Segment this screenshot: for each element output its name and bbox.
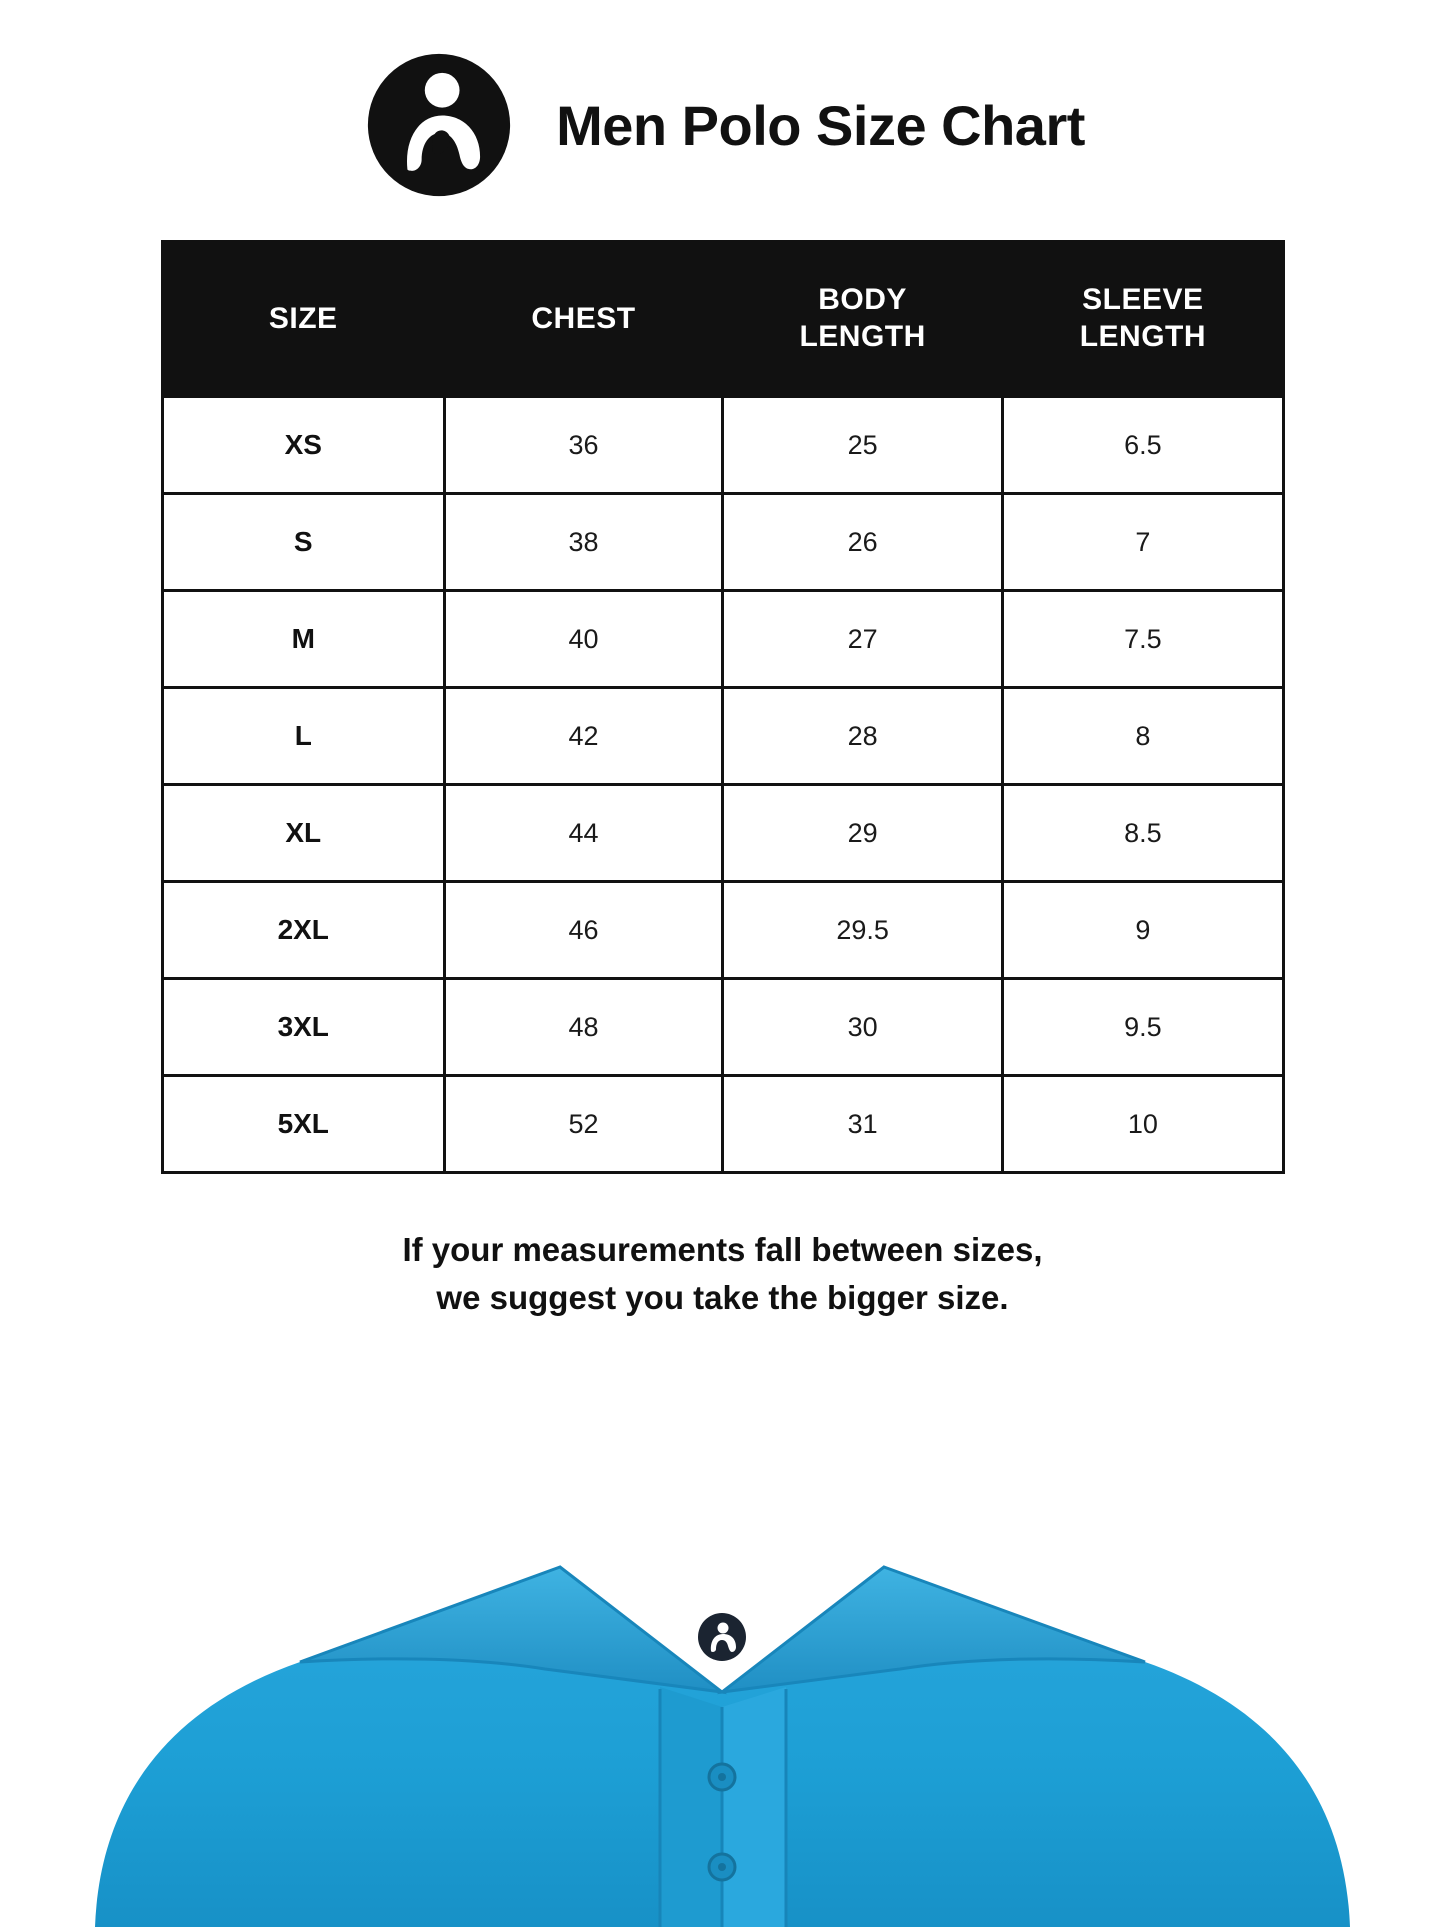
table-row <box>162 688 1283 785</box>
cell-size: M <box>162 591 444 688</box>
cell-body-length: 27 <box>722 591 1002 688</box>
cell-body-length: 28 <box>722 688 1002 785</box>
table-row <box>162 785 1283 882</box>
cell-sleeve-length: 6.5 <box>1003 397 1283 494</box>
cell-sleeve-length: 9.5 <box>1003 979 1283 1076</box>
cell-body-length: 29 <box>722 785 1002 882</box>
mother-and-child-logo-icon <box>360 46 518 204</box>
column-header-sleeve-length-line1: SLEEVE <box>1082 283 1204 317</box>
table-row <box>162 1076 1283 1173</box>
cell-size: XL <box>162 785 444 882</box>
table-row <box>162 979 1283 1076</box>
cell-sleeve-length: 8.5 <box>1003 785 1283 882</box>
sizing-note-line2: we suggest you take the bigger size. <box>436 1278 1009 1316</box>
cell-size: 3XL <box>162 979 444 1076</box>
cell-body-length: 29.5 <box>722 882 1002 979</box>
cell-body-length: 25 <box>722 397 1002 494</box>
cell-body-length: 26 <box>722 494 1002 591</box>
cell-size: 2XL <box>162 882 444 979</box>
cell-chest: 36 <box>444 397 722 494</box>
cell-chest: 52 <box>444 1076 722 1173</box>
page-header <box>0 0 1445 204</box>
cell-chest: 40 <box>444 591 722 688</box>
cell-body-length: 30 <box>722 979 1002 1076</box>
cell-size: S <box>162 494 444 591</box>
cell-size: 5XL <box>162 1076 444 1173</box>
blue-polo-shirt-photo <box>0 1237 1445 1927</box>
column-header-body-length <box>722 242 1002 397</box>
table-row <box>162 494 1283 591</box>
column-header-chest <box>444 242 722 397</box>
size-chart-table <box>161 240 1285 1174</box>
cell-sleeve-length: 7 <box>1003 494 1283 591</box>
column-header-size <box>162 242 444 397</box>
size-chart-table-wrap <box>161 240 1285 1174</box>
cell-sleeve-length: 8 <box>1003 688 1283 785</box>
cell-size: XS <box>162 397 444 494</box>
table-header-row <box>162 242 1283 397</box>
cell-body-length: 31 <box>722 1076 1002 1173</box>
cell-chest: 38 <box>444 494 722 591</box>
cell-chest: 48 <box>444 979 722 1076</box>
cell-sleeve-length: 9 <box>1003 882 1283 979</box>
cell-size: L <box>162 688 444 785</box>
column-header-chest-line1: CHEST <box>531 301 636 335</box>
column-header-sleeve-length-line2: LENGTH <box>1079 320 1207 353</box>
column-header-size-line1: SIZE <box>268 301 338 335</box>
table-row <box>162 882 1283 979</box>
cell-chest: 46 <box>444 882 722 979</box>
cell-sleeve-length: 10 <box>1003 1076 1283 1173</box>
cell-chest: 44 <box>444 785 722 882</box>
table-row <box>162 397 1283 494</box>
cell-chest: 42 <box>444 688 722 785</box>
table-row <box>162 591 1283 688</box>
page-title: Men Polo Size Chart <box>556 93 1085 157</box>
column-header-body-length-line2: LENGTH <box>799 320 926 353</box>
sizing-note-line1: If your measurements fall between sizes, <box>402 1231 1043 1268</box>
cell-sleeve-length: 7.5 <box>1003 591 1283 688</box>
column-header-sleeve-length <box>1003 242 1283 397</box>
column-header-body-length-line1: BODY <box>818 283 907 317</box>
